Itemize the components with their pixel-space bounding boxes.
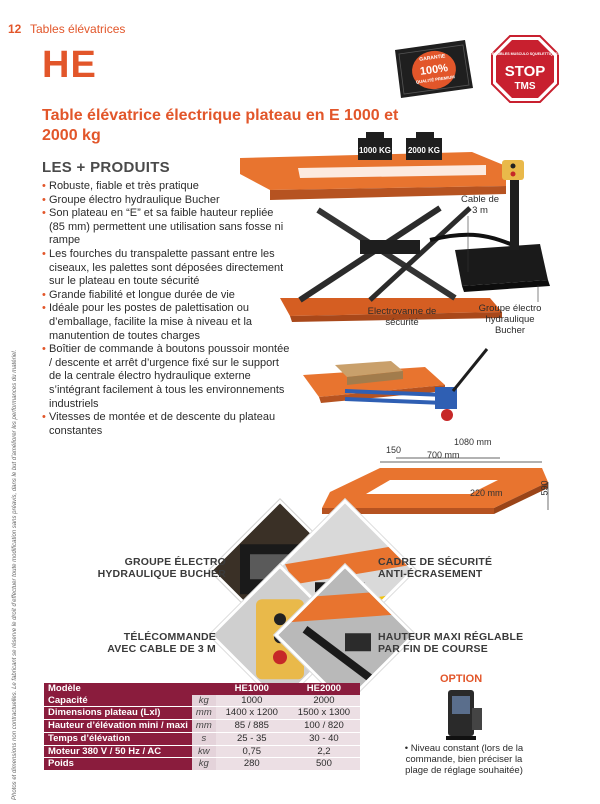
row-he2000: 500: [288, 758, 360, 771]
stop-main-text: STOP: [504, 63, 546, 80]
advantage-item: • Vitesses de montée et de descente du plateau constantes: [42, 411, 292, 438]
advantage-item: • Groupe électro hydraulique Bucher: [42, 194, 292, 208]
table-row: [44, 720, 360, 733]
dimension-700: 700 mm: [427, 450, 460, 460]
cable-label: Cable de 3 m: [460, 194, 500, 216]
spec-table: [44, 683, 360, 771]
row-he1000: 0,75: [216, 745, 288, 758]
advantage-item: • Les fourches du transpalette passant entre les ciseaux, les palettes sont déposées directement sur le plateau en toute sécurité: [42, 248, 292, 289]
row-he1000: 85 / 885: [216, 720, 288, 733]
dimension-590: 590: [539, 480, 550, 496]
table-row: [44, 732, 360, 745]
header-he2000: HE2000: [288, 683, 360, 695]
row-unit: mm: [192, 707, 216, 720]
row-he1000: 1400 x 1200: [216, 707, 288, 720]
row-he2000: 2000: [288, 695, 360, 707]
guarantee-bottom-text: QUALITÉ PREMIUM: [415, 74, 456, 85]
advantage-item: • Boîtier de commande à boutons poussoir montée / descente et arrêt d’urgence fixé sur le support de la centrale électro hydraulique externe s’intégrant facilement à tous les environnements industriels: [42, 343, 292, 411]
row-unit: kw: [192, 745, 216, 758]
page-number: 12: [8, 22, 22, 36]
row-he1000: 25 - 35: [216, 732, 288, 745]
feature-frame-label: CADRE DE SÉCURITÉ ANTI-ÉCRASEMENT: [378, 556, 493, 580]
row-he2000: 100 / 820: [288, 720, 360, 733]
dimension-1080: 1080 mm: [454, 437, 492, 447]
model-title: HE: [42, 44, 97, 86]
advantage-item: • Idéale pour les postes de palettisation ou d’emballage, facilite la mise à niveau et la manutention de toutes charges: [42, 302, 292, 343]
advantages-heading: LES + PRODUITS: [42, 159, 170, 176]
option-description: • Niveau constant (lors de la commande, bien préciser la plage de réglage souhaitée): [404, 743, 524, 776]
feature-pump-label: GROUPE ÉLECTRO HYDRAULIQUE BUCHER: [97, 556, 226, 580]
row-he2000: 1500 x 1300: [288, 707, 360, 720]
level-sensor-icon: [438, 688, 488, 742]
control-box-icon: [502, 160, 524, 180]
weight-2000-label: 2000 KG: [407, 146, 441, 155]
advantage-item: • Son plateau en “E” et sa faible hauteur repliée (85 mm) permettent une utilisation sans fosse ni rampe: [42, 207, 292, 248]
row-unit: kg: [192, 695, 216, 707]
product-subtitle: Table élévatrice électrique plateau en E 1000 et 2000 kg: [42, 107, 399, 144]
pump-unit-icon: [455, 244, 548, 286]
section-name: Tables élévatrices: [30, 22, 126, 36]
stop-tms-badge: [490, 34, 560, 104]
option-title: OPTION: [440, 673, 483, 685]
spec-table-header: [44, 683, 360, 695]
guarantee-main-text: 100%: [419, 62, 449, 78]
valve-label: Electrovanne de sécurité: [367, 306, 437, 328]
feature-remote-label: TÉLÉCOMMANDE AVEC CABLE DE 3 M: [107, 631, 216, 655]
dimension-220: 220 mm: [470, 488, 503, 498]
row-he1000: 1000: [216, 695, 288, 707]
row-label: Moteur 380 V / 50 Hz / AC: [44, 745, 192, 758]
legal-side-note: Photos et dimensions non contractuelles. Le fabricant se réserve le droit d’effectuer toute modification sans préavis, dans le but d’améliorer les performances du matériel.: [12, 349, 18, 800]
dimension-150: 150: [386, 445, 402, 455]
guarantee-badge: [393, 40, 475, 100]
weight-1000-label: 1000 KG: [358, 146, 392, 155]
row-label: Hauteur d’élévation mini / maxi: [44, 720, 192, 733]
header-he1000: HE1000: [216, 683, 288, 695]
row-unit: mm: [192, 720, 216, 733]
row-he2000: 2,2: [288, 745, 360, 758]
table-row: [44, 707, 360, 720]
pump-label: Groupe électro hydraulique Bucher: [478, 303, 542, 336]
row-label: Temps d’élévation: [44, 732, 192, 745]
row-unit: s: [192, 732, 216, 745]
row-label: Dimensions plateau (Lxl): [44, 707, 192, 720]
feature-limit-label: HAUTEUR MAXI RÉGLABLE PAR FIN DE COURSE: [378, 631, 524, 655]
table-row: [44, 745, 360, 758]
table-row: [44, 758, 360, 771]
advantage-item: • Grande fiabilité et longue durée de vie: [42, 289, 292, 303]
row-unit: kg: [192, 758, 216, 771]
row-label: Capacité: [44, 695, 192, 707]
row-label: Poids: [44, 758, 192, 771]
advantage-item: • Robuste, fiable et très pratique: [42, 180, 292, 194]
row-he1000: 280: [216, 758, 288, 771]
row-he2000: 30 - 40: [288, 732, 360, 745]
guarantee-top-text: GARANTIE: [418, 53, 446, 63]
header-model: Modèle: [44, 683, 192, 695]
table-row: [44, 695, 360, 707]
stop-small-text: TROUBLES MUSCULO SQUELETTIQUES: [490, 52, 560, 56]
pallet-truck-illustration: [295, 345, 495, 425]
stop-sub-text: TMS: [514, 81, 536, 92]
header-unit: [192, 683, 216, 695]
